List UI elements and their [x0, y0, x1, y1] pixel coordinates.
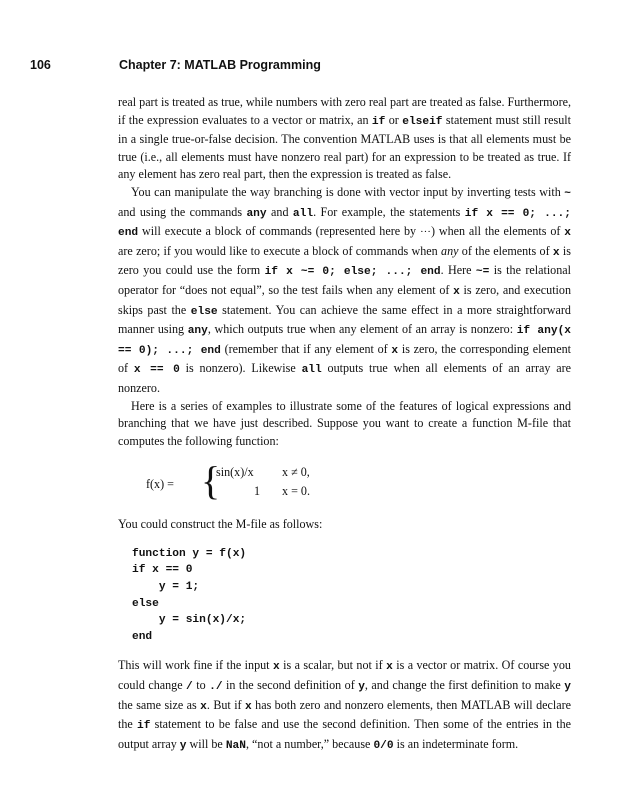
text: , which outputs true when any element of an array is nonzero:: [207, 322, 517, 337]
text: is zero you could use the form: [118, 243, 571, 278]
code-line: y = sin(x)/x;: [132, 614, 247, 627]
text: is zero, the corresponding element of: [118, 341, 571, 376]
text: and: [266, 204, 293, 219]
inline-code: all: [301, 364, 322, 377]
inline-code: elseif: [402, 115, 443, 128]
text: Here is a series of examples to illustrate some of the features of logical expressions and branching that we have just described. Suppose you want to create a function M-file that computes the following function:: [118, 398, 571, 448]
text: This will work fine if the input: [118, 658, 273, 673]
case-2-condition: x = 0.: [282, 484, 310, 499]
text: the same size as: [118, 697, 201, 712]
text: real part is treated as true, while numbers with zero real part are treated as false. Furthermore, if the expression evaluates to a vector or matrix, an: [118, 95, 571, 127]
text: , “not a number,” because: [245, 736, 374, 751]
inline-code: ~: [564, 187, 571, 200]
text: is the relational operator for “does not equal”, so the test fails when any element of: [118, 263, 571, 297]
inline-code: x: [391, 344, 399, 357]
text: . For example, the statements: [313, 204, 465, 219]
inline-code: y: [179, 739, 187, 752]
inline-code: ~=: [475, 266, 490, 279]
text: ) when all the elements of: [430, 224, 565, 239]
code-line: end: [132, 630, 153, 643]
left-brace-symbol: {: [201, 458, 221, 504]
inline-code: /: [186, 681, 193, 694]
inline-code: x: [386, 661, 393, 674]
inline-code: x == 0: [133, 364, 180, 377]
text: and using the commands: [118, 204, 247, 219]
inline-code: if: [136, 720, 151, 733]
paragraph-5: [118, 657, 571, 755]
inline-code: if any(x == 0); ...; end: [118, 325, 571, 357]
text: You can manipulate the way branching is done with vector input by inverting tests with: [131, 184, 565, 199]
piecewise-formula: [118, 460, 571, 508]
code-line: function y = f(x): [132, 547, 247, 560]
page-header: [30, 58, 600, 74]
inline-code: 0/0: [373, 739, 394, 752]
text: statement to be false and use the second definition. Then some of the entries in the output array: [118, 717, 571, 751]
chapter-title: Chapter 7: MATLAB Programming: [119, 58, 321, 72]
inline-code: y: [564, 681, 571, 694]
inline-code: any: [246, 207, 267, 220]
text: has both zero and nonzero elements, then MATLAB will declare the: [118, 697, 571, 732]
text: or: [385, 112, 403, 127]
inline-code: x: [200, 700, 207, 713]
case-1-condition: x ≠ 0,: [282, 465, 310, 480]
function-name: f: [146, 477, 151, 492]
text: statement. You can achieve the same effect in a more straightforward manner using: [118, 302, 571, 337]
text: is zero, and execution skips past the: [118, 282, 572, 317]
text: (remember that if any element of: [220, 341, 392, 356]
text: statement must still result in a single true-or-false decision. The convention MATLAB uses is that all elements must be true (i.e., all elements must have nonzero real part) for an expression to be treated as true. If any element has zero real part, then the expression is treated as false.: [118, 112, 571, 182]
text: will be: [186, 736, 226, 751]
code-listing: [132, 546, 571, 646]
inline-code: any: [187, 325, 208, 338]
text: outputs true when all elements of an array are nonzero.: [118, 361, 571, 395]
inline-code: NaN: [225, 739, 246, 752]
inline-code: if x ~= 0; else; ...; end: [264, 266, 441, 279]
paragraph-4: [118, 516, 571, 534]
page-number: 106: [30, 58, 51, 72]
text: in the second definition of: [222, 678, 359, 693]
paragraph-2: [118, 184, 571, 398]
inline-code: all: [292, 207, 314, 220]
text: are zero; if you would like to execute a block of commands when: [118, 243, 442, 258]
emphasis: any: [441, 243, 459, 258]
ellipsis-symbol: ···: [419, 226, 431, 239]
inline-code: x: [272, 661, 280, 674]
inline-code: y: [358, 681, 365, 694]
text: is a scalar, but not if: [279, 658, 387, 673]
text: will execute a block of commands (represented here by: [138, 224, 420, 239]
inline-code: x: [552, 246, 560, 259]
text: . But if: [206, 697, 246, 712]
text: is an indeterminate form.: [393, 736, 519, 751]
code-line: if x == 0: [132, 564, 193, 577]
inline-code: x: [245, 700, 252, 713]
paragraph-1: [118, 94, 571, 184]
inline-code: else: [190, 305, 218, 318]
text: to: [192, 678, 210, 693]
text: , and change the first definition to make: [364, 678, 565, 693]
code-line: else: [132, 597, 159, 610]
inline-code: x: [564, 227, 571, 240]
inline-code: x: [453, 285, 460, 298]
inline-code: ./: [209, 681, 223, 694]
inline-code: if x == 0; ...; end: [118, 207, 571, 240]
code-line: y = 1;: [132, 581, 200, 594]
case-1-expression: sin(x)/x: [216, 465, 254, 480]
text: You could construct the M-file as follows:: [118, 517, 323, 532]
text: is nonzero). Likewise: [179, 361, 302, 376]
function-argument: (x) =: [150, 477, 174, 492]
paragraph-3: [118, 398, 571, 451]
case-2-expression: 1: [254, 484, 261, 499]
text: of the elements of: [458, 243, 553, 258]
inline-code: if: [371, 115, 386, 128]
page-body: [118, 94, 571, 755]
text: . Here: [440, 263, 476, 278]
formula-lhs: [146, 476, 174, 494]
text: is a vector or matrix. Of course you could change: [118, 658, 571, 693]
